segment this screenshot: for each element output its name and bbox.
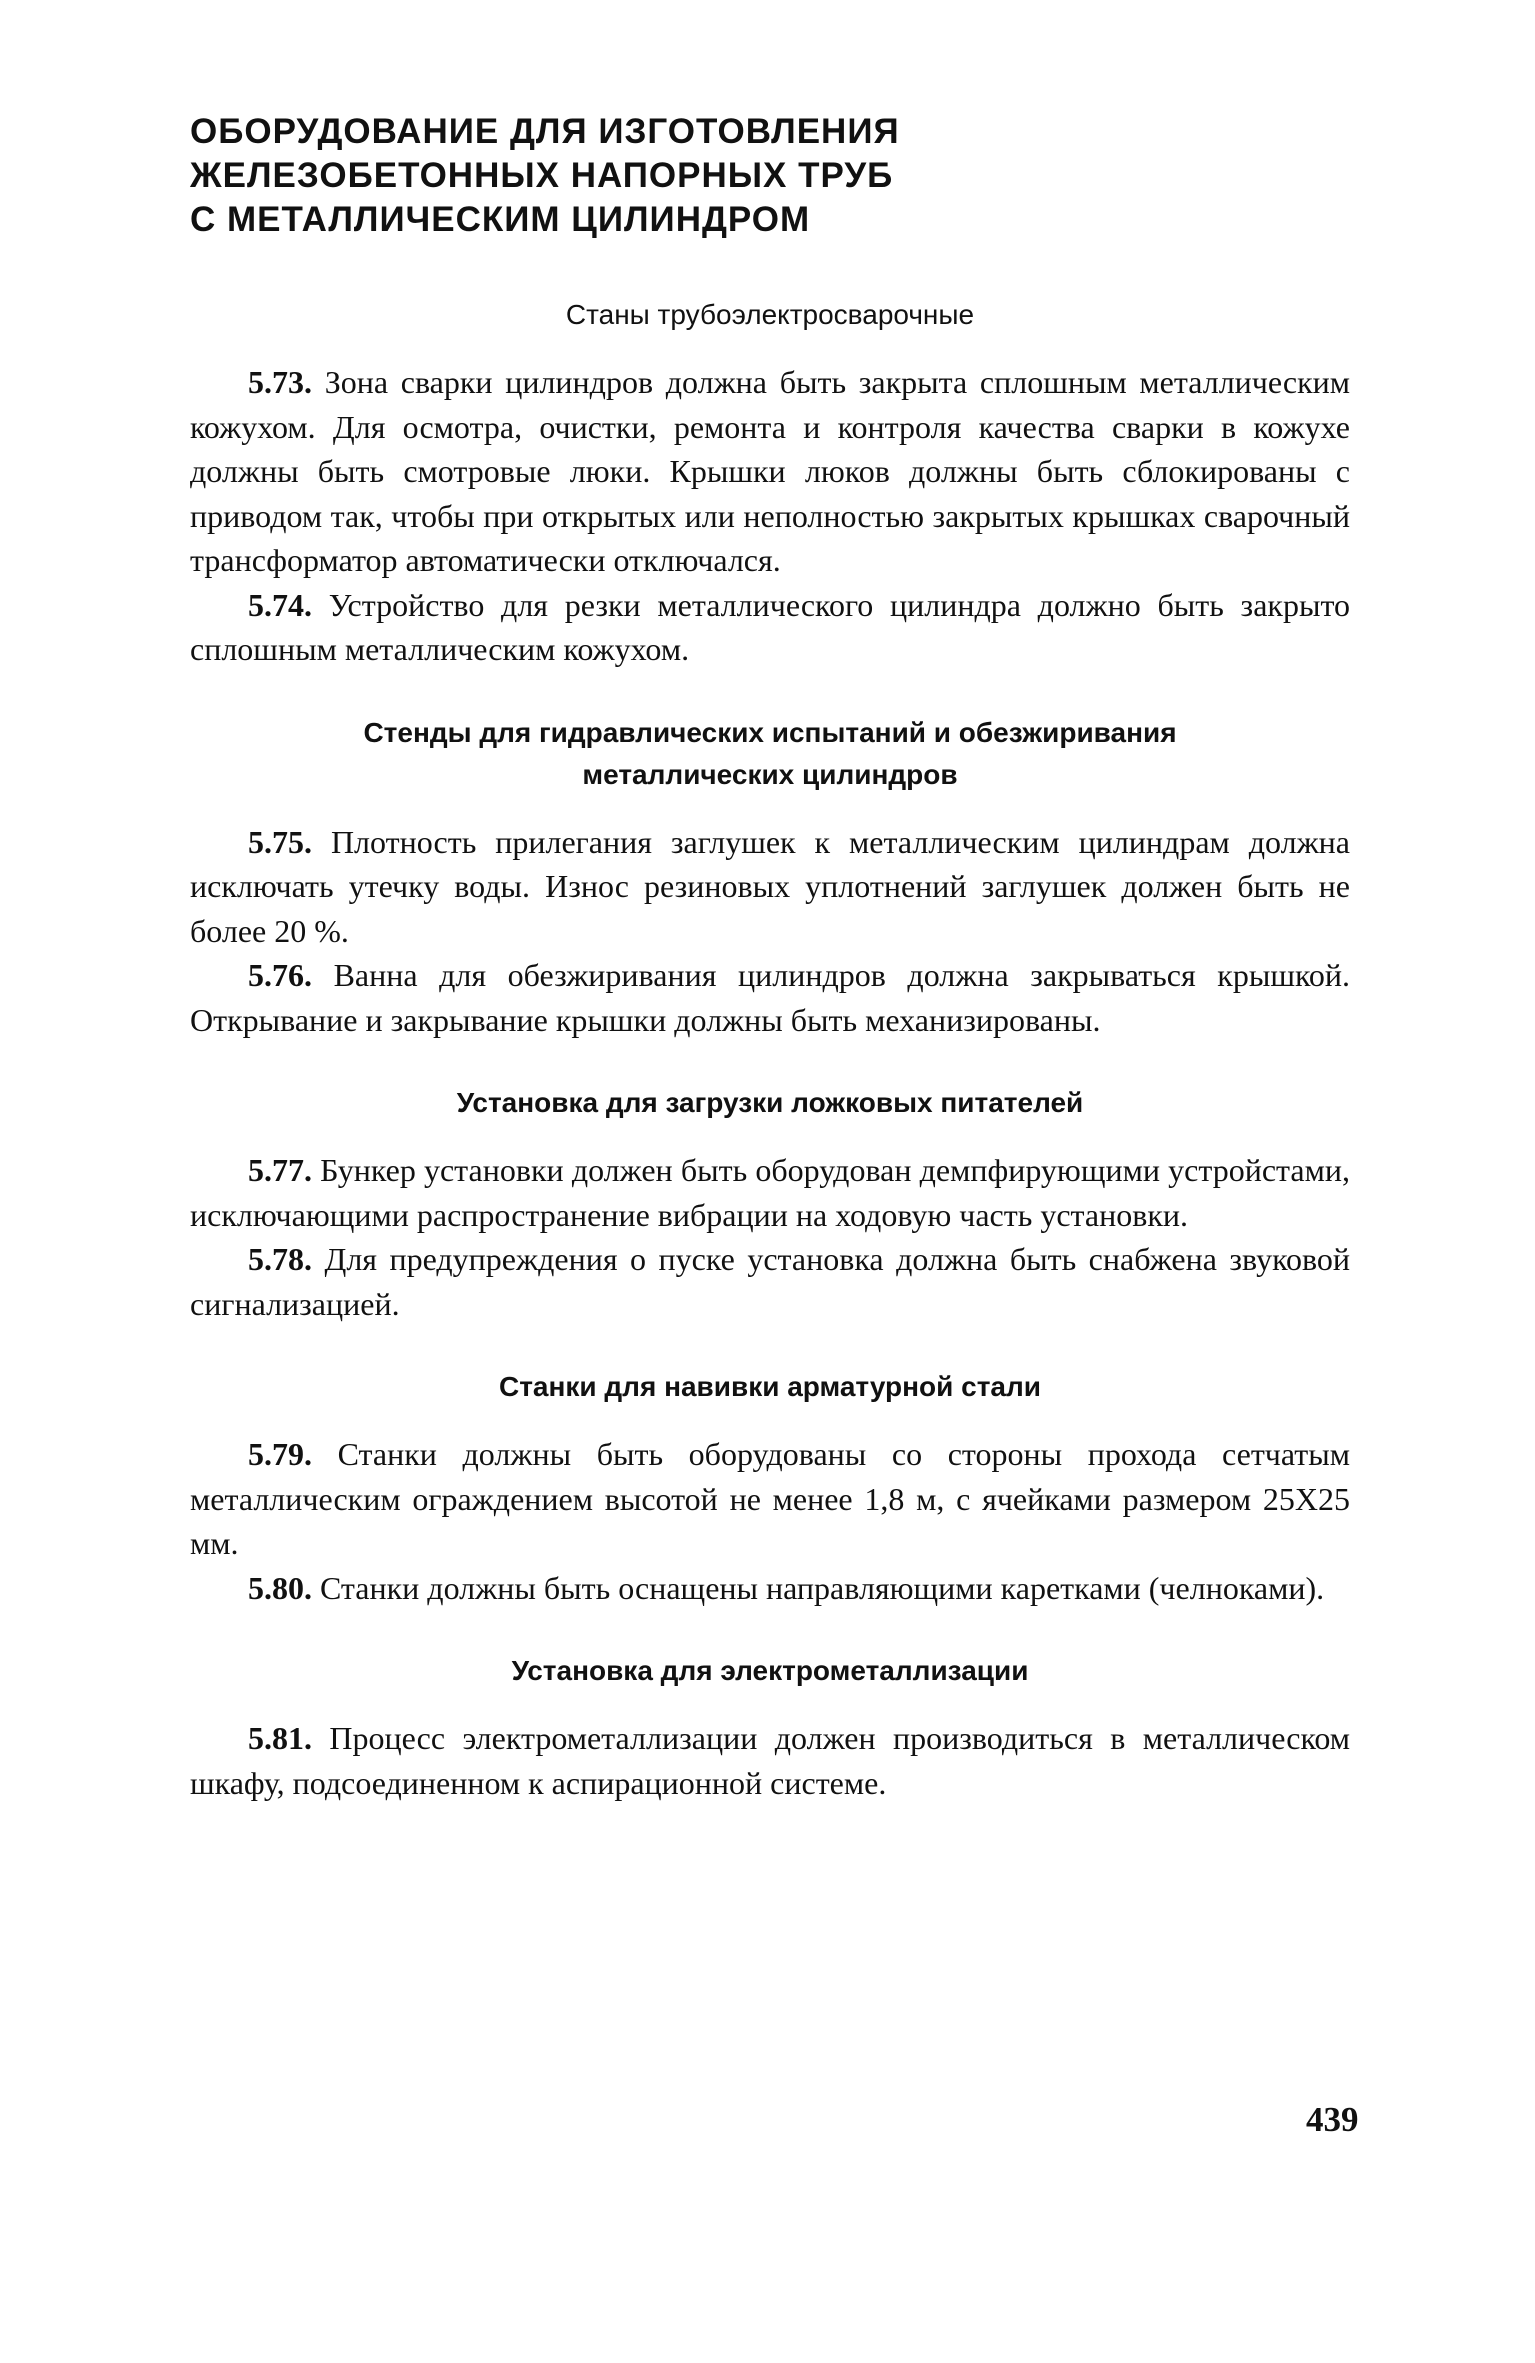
title-line-3: С МЕТАЛЛИЧЕСКИМ ЦИЛИНДРОМ — [190, 200, 811, 239]
section-hydraulic-stands — [190, 712, 1350, 1043]
document-page — [190, 110, 1350, 1845]
paragraph-number: 5.76. — [248, 957, 312, 993]
paragraph-text: Станки должны быть оснащены направляющими каретками (челноками). — [312, 1569, 1325, 1606]
paragraph-5-80 — [190, 1566, 1350, 1611]
paragraph-text: Бункер установки должен быть оборудован демпфирующими устройстами, исключающими распространение вибрации на ходовую часть установки. — [190, 1152, 1350, 1233]
paragraph-text: Устройство для резки металлического цилиндра должно быть закрыто сплошным металлическим кожухом. — [190, 586, 1350, 667]
section-heading: Станки для навивки арматурной стали — [498, 1371, 1042, 1402]
paragraph-number: 5.77. — [248, 1152, 312, 1188]
paragraph-5-74 — [190, 583, 1350, 672]
paragraph-text: Процесс электрометаллизации должен производиться в металлическом шкафу, подсоединенном к аспирационной системе. — [190, 1720, 1350, 1801]
paragraph-number: 5.73. — [248, 364, 312, 400]
title-line-2: ЖЕЛЕЗОБЕТОННЫХ НАПОРНЫХ ТРУБ — [190, 156, 894, 195]
section-electrometallization — [190, 1650, 1350, 1805]
paragraph-5-79 — [190, 1432, 1350, 1566]
paragraph-text: Зона сварки цилиндров должна быть закрыта сплошным металлическим кожухом. Для осмотра, очистки, ремонта и контроля качества сварки в кожухе должны быть смотровые люки. Крышки люков должны быть сблокированы с приводом так, чтобы при открытых или неполностью закрытых крышках сварочный трансформатор автоматически отключался. — [190, 364, 1350, 578]
paragraph-text: Ванна для обезжиривания цилиндров должна закрываться крышкой. Открывание и закрывание крышки должны быть механизированы. — [190, 957, 1350, 1038]
paragraph-number: 5.81. — [248, 1720, 312, 1756]
paragraph-number: 5.75. — [248, 823, 312, 860]
paragraph-number: 5.79. — [248, 1436, 312, 1472]
section-winding-machines — [190, 1366, 1350, 1610]
section-feeder-loading — [190, 1082, 1350, 1326]
paragraph-5-78 — [190, 1237, 1350, 1326]
title-line-1: ОБОРУДОВАНИЕ ДЛЯ ИЗГОТОВЛЕНИЯ — [190, 112, 900, 151]
section-heading: Стенды для гидравлических испытаний и обезжиривания металлических цилиндров — [363, 716, 1177, 790]
paragraph-number: 5.80. — [248, 1569, 312, 1606]
document-title — [190, 110, 1350, 242]
paragraph-number: 5.78. — [248, 1241, 312, 1277]
paragraph-5-76 — [190, 953, 1350, 1042]
paragraph-5-75 — [190, 820, 1350, 954]
page-number: 439 — [1306, 2100, 1359, 2139]
paragraph-text: Плотность прилегания заглушек к металлическим цилиндрам должна исключать утечку воды. Износ резиновых уплотнений заглушек должен быть не более 20 %. — [190, 823, 1350, 949]
section-welding-mills — [190, 294, 1350, 672]
section-heading: Станы трубоэлектросварочные — [565, 299, 975, 330]
paragraph-text: Для предупреждения о пуске установка должна быть снабжена звуковой сигнализацией. — [190, 1241, 1350, 1322]
paragraph-5-81 — [190, 1716, 1350, 1805]
section-heading: Установка для загрузки ложковых питателей — [456, 1087, 1084, 1118]
paragraph-5-77 — [190, 1148, 1350, 1237]
paragraph-text: Станки должны быть оборудованы со стороны прохода сетчатым металлическим ограждением высотой не менее 1,8 м, с ячейками размером 25Х25 мм. — [190, 1436, 1350, 1561]
section-heading: Установка для электрометаллизации — [511, 1655, 1029, 1686]
paragraph-number: 5.74. — [248, 586, 312, 623]
paragraph-5-73 — [190, 360, 1350, 583]
